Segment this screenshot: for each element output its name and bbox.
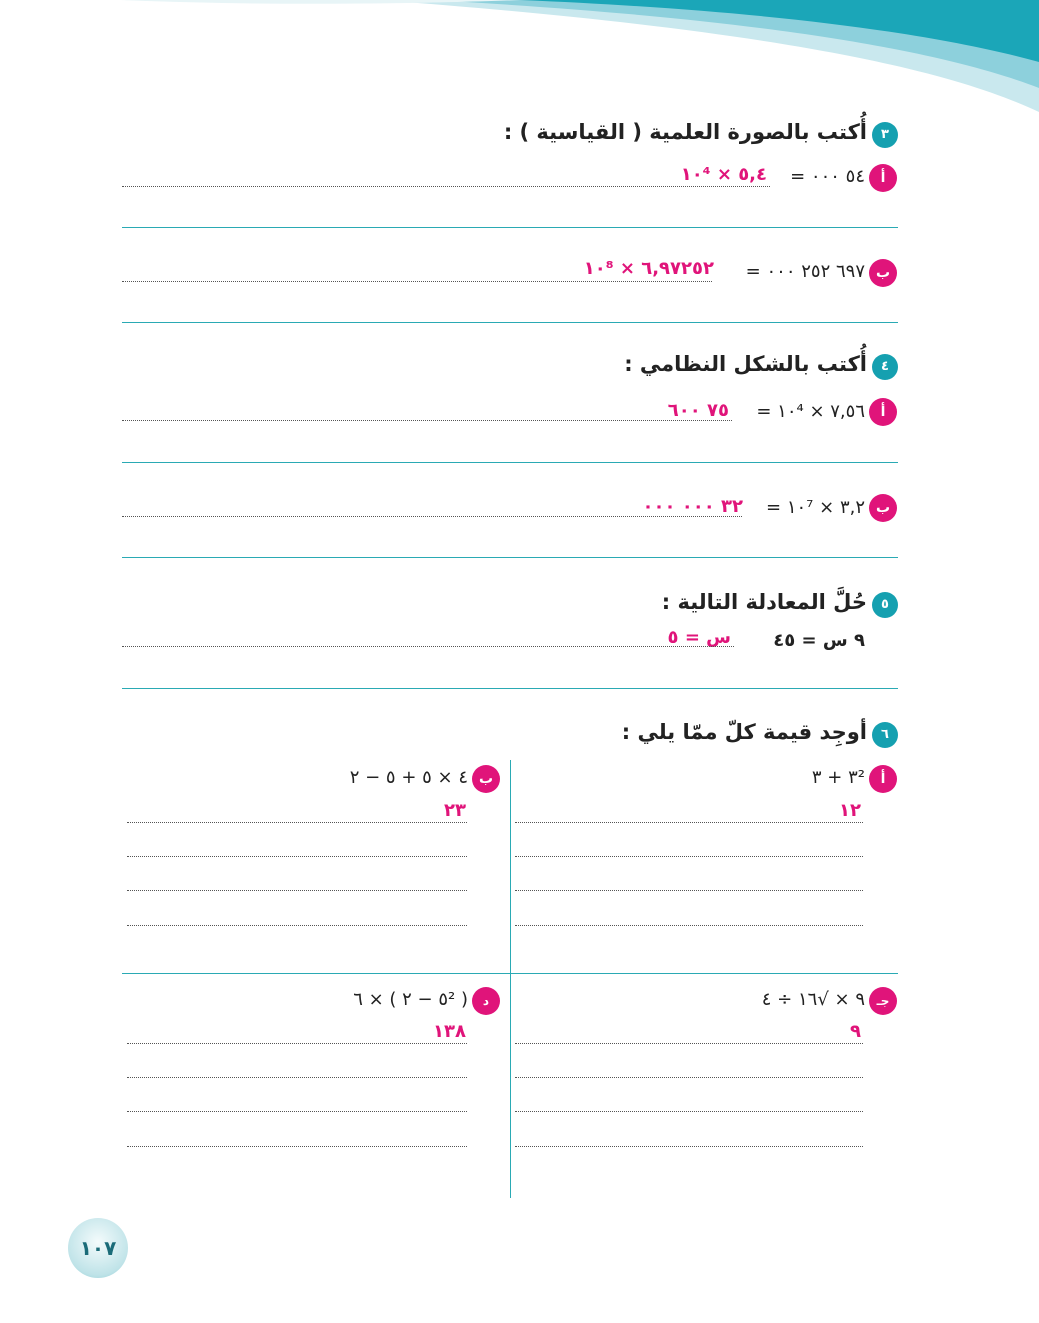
work-line [515,1077,863,1078]
q6-b-expression: ٤ × ٥ + ٥ − ٢ [349,767,468,788]
work-line [127,1043,467,1044]
q5-expression: ٩ س = ٤٥ [773,630,865,651]
q5-answer: س = ٥ [667,627,731,648]
question-6-title: أوجِد قيمة كلّ ممّا يلي : [621,720,867,744]
q5-answer-line [122,646,734,647]
work-line [127,1111,467,1112]
divider [122,557,898,558]
work-line [127,925,467,926]
q4-b-answer: ٣٢ ٠٠٠ ٠٠٠ [642,496,743,517]
q6-d-answer: ١٣٨ [433,1021,466,1042]
q6-a-label: أ [869,765,897,793]
q3-b-label: ب [869,259,897,287]
work-line [515,890,863,891]
q3-b-expression: ٦٩٧ ٢٥٢ ٠٠٠ = [745,261,865,282]
grid-vertical-divider [510,760,511,1198]
q6-c-expression: ٩ × √١٦ ÷ ٤ [761,989,865,1010]
q4-a-label: أ [869,398,897,426]
q6-a-answer: ١٢ [839,800,861,821]
divider [122,227,898,228]
work-line [515,1111,863,1112]
work-line [127,822,467,823]
q6-d-label: د [472,987,500,1015]
work-line [515,1043,863,1044]
q4-b-answer-line [122,516,742,517]
q6-d-expression: ( ٥² − ٢ ) × ٦ [353,989,468,1010]
q3-a-answer: ٥,٤ × ١٠⁴ [680,164,767,185]
q6-c-answer: ٩ [850,1021,861,1042]
q3-b-answer-line [122,281,712,282]
q4-a-answer: ٧٥ ٦٠٠ [667,400,729,421]
q3-a-expression: ٥٤ ٠٠٠ = [790,166,865,187]
q6-b-label: ب [472,765,500,793]
question-3-title: أُكتب بالصورة العلمية ( القياسية ) : [503,120,867,144]
q3-a-answer-line [122,186,770,187]
header-swoosh [0,0,1039,120]
divider [122,688,898,689]
q6-a-expression: ٣² + ٣ [811,767,865,788]
question-5-title: حُلَّ المعادلة التالية : [661,590,867,614]
question-3-number: ٣ [872,122,898,148]
divider [122,462,898,463]
question-5-number: ٥ [872,592,898,618]
q6-b-answer: ٢٣ [444,800,466,821]
question-6-number: ٦ [872,722,898,748]
page-number: ١٠٧ [68,1218,128,1278]
q4-b-label: ب [869,494,897,522]
work-line [127,1146,467,1147]
q4-a-expression: ٧,٥٦ × ١٠⁴ = [756,401,865,422]
work-line [127,890,467,891]
work-line [515,1146,863,1147]
question-4-title: أُكتب بالشكل النظامي : [624,352,867,376]
question-4-number: ٤ [872,354,898,380]
work-line [127,856,467,857]
divider [122,322,898,323]
q6-c-label: جـ [869,987,897,1015]
q3-b-answer: ٦,٩٧٢٥٢ × ١٠⁸ [583,258,714,279]
work-line [515,925,863,926]
work-line [515,856,863,857]
q4-a-answer-line [122,420,732,421]
grid-horizontal-divider [122,973,898,974]
q4-b-expression: ٣,٢ × ١٠⁷ = [766,497,865,518]
work-line [127,1077,467,1078]
work-line [515,822,863,823]
q3-a-label: أ [869,164,897,192]
